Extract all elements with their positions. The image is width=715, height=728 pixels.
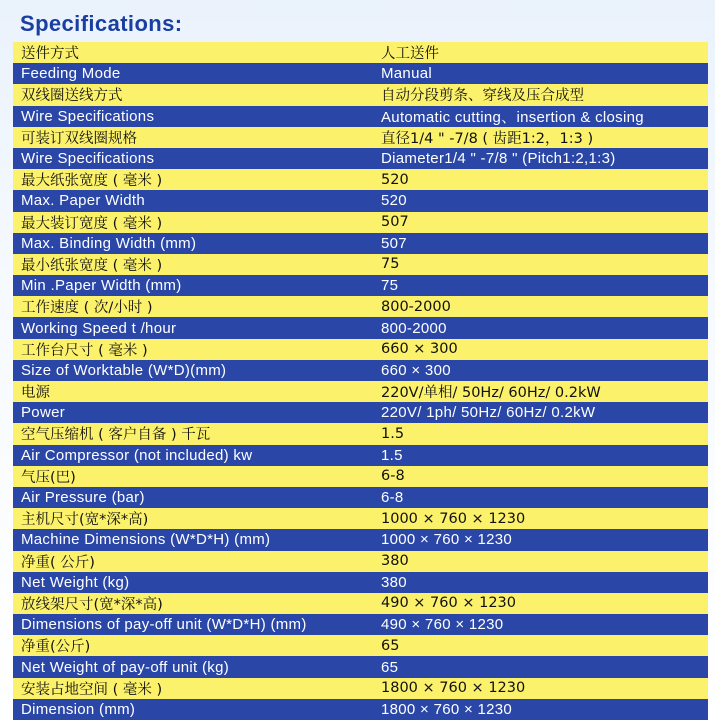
spec-label: 双线圈送线方式 — [21, 88, 123, 105]
spec-label: Min .Paper Width (mm) — [21, 277, 182, 295]
spec-value: 800-2000 — [381, 319, 447, 337]
spec-label: Max. Paper Width — [21, 192, 146, 210]
spec-label: 空气压缩机 ( 客户自备 ) 千瓦 — [21, 427, 211, 444]
page-title: Specifications: — [20, 11, 183, 36]
spec-label: 主机尺寸(宽*深*高) — [21, 512, 149, 529]
spec-label: Wire Specifications — [21, 150, 155, 168]
spec-row — [13, 42, 708, 63]
spec-row — [13, 423, 708, 444]
spec-row — [13, 445, 708, 466]
spec-row — [13, 317, 708, 338]
spec-label: Max. Binding Width (mm) — [21, 234, 197, 252]
spec-row — [13, 466, 708, 487]
spec-label: Machine Dimensions (W*D*H) (mm) — [21, 531, 271, 549]
spec-value: 380 — [381, 573, 407, 591]
spec-value: 直径1/4 " -7/8 ( 齿距1:2，1:3 ) — [381, 130, 594, 147]
spec-label: Working Speed t /hour — [21, 319, 177, 337]
spec-label: Feeding Mode — [21, 65, 121, 83]
spec-value: 75 — [381, 277, 399, 295]
spec-label: Dimensions of pay-off unit (W*D*H) (mm) — [21, 616, 307, 634]
spec-row — [13, 233, 708, 254]
spec-value: 800-2000 — [381, 298, 451, 315]
spec-row — [13, 635, 708, 656]
spec-label: 工作速度 ( 次/小时 ) — [21, 300, 153, 317]
spec-row — [13, 339, 708, 360]
spec-value: 660 × 300 — [381, 361, 451, 379]
spec-row — [13, 212, 708, 233]
spec-value: 6-8 — [381, 489, 404, 507]
spec-value: 1000 × 760 × 1230 — [381, 531, 513, 549]
spec-row — [13, 402, 708, 423]
spec-value: 1.5 — [381, 425, 405, 442]
spec-label: Wire Specifications — [21, 107, 155, 125]
spec-value: 520 — [381, 192, 407, 210]
spec-row — [13, 254, 708, 275]
spec-label: Size of Worktable (W*D)(mm) — [21, 361, 227, 379]
spec-row — [13, 63, 708, 84]
spec-row — [13, 593, 708, 614]
spec-row — [13, 275, 708, 296]
spec-label: 最大纸张宽度 ( 毫米 ) — [21, 173, 163, 190]
spec-label: 安装占地空间 ( 毫米 ) — [21, 681, 163, 698]
spec-value: 520 — [381, 171, 409, 188]
spec-row — [13, 572, 708, 593]
spec-row — [13, 381, 708, 402]
spec-value: 6-8 — [381, 468, 405, 485]
spec-value: 507 — [381, 214, 409, 231]
spec-row — [13, 678, 708, 699]
spec-label: Air Pressure (bar) — [21, 489, 145, 507]
spec-row — [13, 551, 708, 572]
spec-value: Automatic cutting、insertion & closing — [381, 108, 644, 126]
spec-label: Net Weight of pay-off unit (kg) — [21, 658, 230, 676]
spec-value: 1.5 — [381, 446, 403, 464]
spec-table — [13, 42, 708, 720]
spec-label: 气压(巴) — [21, 469, 76, 486]
spec-label: Power — [21, 404, 66, 422]
spec-row — [13, 169, 708, 190]
spec-value: 65 — [381, 637, 400, 654]
spec-value: 380 — [381, 553, 409, 570]
spec-value: 人工送件 — [381, 46, 439, 63]
spec-value: 660 × 300 — [381, 341, 458, 358]
spec-label: Air Compressor (not included) kw — [21, 446, 253, 464]
spec-label: Dimension (mm) — [21, 700, 136, 718]
spec-label: 净重( 公斤) — [21, 554, 95, 571]
spec-row — [13, 487, 708, 508]
spec-label: 电源 — [21, 385, 50, 402]
spec-label: Net Weight (kg) — [21, 573, 130, 591]
spec-row — [13, 508, 708, 529]
spec-row — [13, 529, 708, 550]
spec-label: 净重(公斤) — [21, 639, 91, 656]
spec-label: 可装订双线圈规格 — [21, 130, 137, 147]
spec-label: 最小纸张宽度 ( 毫米 ) — [21, 257, 163, 274]
spec-label: 最大装订宽度 ( 毫米 ) — [21, 215, 163, 232]
spec-label: 放线架尺寸(宽*深*高) — [21, 596, 163, 613]
spec-value: 490 × 760 × 1230 — [381, 595, 516, 612]
spec-row — [13, 614, 708, 635]
spec-row — [13, 699, 708, 720]
spec-row — [13, 84, 708, 105]
spec-row — [13, 296, 708, 317]
spec-value: 1000 × 760 × 1230 — [381, 510, 526, 527]
spec-value: Manual — [381, 65, 432, 83]
spec-value: 220V/ 1ph/ 50Hz/ 60Hz/ 0.2kW — [381, 404, 596, 422]
spec-value: 220V/单相/ 50Hz/ 60Hz/ 0.2kW — [381, 385, 601, 402]
spec-row — [13, 148, 708, 169]
spec-value: Diameter1/4 " -7/8 " (Pitch1:2,1:3) — [381, 150, 616, 168]
spec-row — [13, 190, 708, 211]
spec-row — [13, 106, 708, 127]
spec-value: 1800 × 760 × 1230 — [381, 700, 513, 718]
spec-value: 自动分段剪条、穿线及压合成型 — [381, 88, 584, 105]
spec-value: 490 × 760 × 1230 — [381, 616, 504, 634]
spec-row — [13, 360, 708, 381]
spec-value: 65 — [381, 658, 399, 676]
spec-label: 工作台尺寸 ( 毫米 ) — [21, 342, 148, 359]
spec-value: 507 — [381, 234, 407, 252]
spec-row — [13, 656, 708, 677]
spec-value: 75 — [381, 256, 400, 273]
spec-row — [13, 127, 708, 148]
spec-label: 送件方式 — [21, 46, 79, 63]
spec-value: 1800 × 760 × 1230 — [381, 680, 526, 697]
